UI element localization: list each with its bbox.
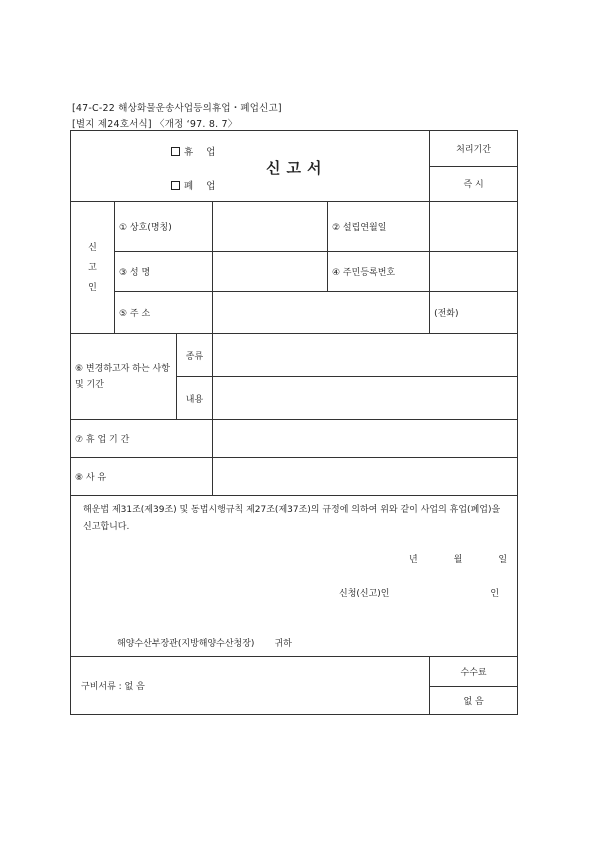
closure-option[interactable]: 폐 업 [171, 178, 220, 192]
phone-label: (전화) [430, 292, 518, 334]
form-title: 신고서 [266, 159, 328, 177]
checkbox-icon[interactable] [171, 181, 180, 190]
resident-number-label: ④ 주민등록번호 [328, 252, 430, 292]
processing-period-label: 처리기간 [430, 131, 518, 167]
name-field[interactable] [213, 252, 328, 292]
declaration-cell [71, 496, 518, 657]
change-content-label: 내용 [177, 377, 213, 420]
reason-field[interactable] [213, 458, 518, 496]
suspension-period-label: ⑦ 휴 업 기 간 [71, 420, 213, 458]
established-date-field[interactable] [430, 202, 518, 252]
suspension-option[interactable]: 휴 업 [171, 144, 220, 158]
form-code-header: [47-C-22 해상화물운송사업등의휴업・폐업신고] [72, 103, 282, 114]
fee-value: 없 음 [430, 687, 518, 715]
change-items-label: ⑥ 변경하고자 하는 사항 및 기간 [71, 334, 177, 420]
resident-number-field[interactable] [430, 252, 518, 292]
recipient-line: 해양수산부장관(지방해양수산청장) 귀하 [117, 639, 292, 649]
name-label: ③ 성 명 [115, 252, 213, 292]
suspension-period-field[interactable] [213, 420, 518, 458]
title-cell [71, 131, 430, 202]
form-attachment-header: [별지 제24호서식] 〈개정 ‘97. 8. 7〉 [72, 119, 238, 130]
date-line: 년 월 일 [408, 555, 508, 565]
applicant-signature-label: 신청(신고)인 [339, 589, 390, 599]
reason-label: ⑧ 사 유 [71, 458, 213, 496]
change-type-label: 종류 [177, 334, 213, 377]
trade-name-label: ① 상호(명칭) [115, 202, 213, 252]
declaration-text: 해운법 제31조(제39조) 및 동법시행규칙 제27조(제37조)의 규정에 의하여 위와 같이 사업의 휴업(폐업)을 신고합니다. [83, 505, 501, 532]
change-content-field[interactable] [213, 377, 518, 420]
processing-period-value: 즉 시 [430, 166, 518, 202]
address-label: ⑤ 주 소 [115, 292, 213, 334]
applicant-group-label: 신 고 인 [71, 202, 115, 334]
fee-label: 수수료 [430, 657, 518, 687]
required-docs: 구비서류 : 없 음 [71, 657, 430, 715]
seal-label: 인 [490, 589, 500, 599]
address-field[interactable] [213, 292, 430, 334]
report-form [70, 130, 518, 715]
change-type-field[interactable] [213, 334, 518, 377]
established-date-label: ② 설립연월일 [328, 202, 430, 252]
trade-name-field[interactable] [213, 202, 328, 252]
checkbox-icon[interactable] [171, 147, 180, 156]
